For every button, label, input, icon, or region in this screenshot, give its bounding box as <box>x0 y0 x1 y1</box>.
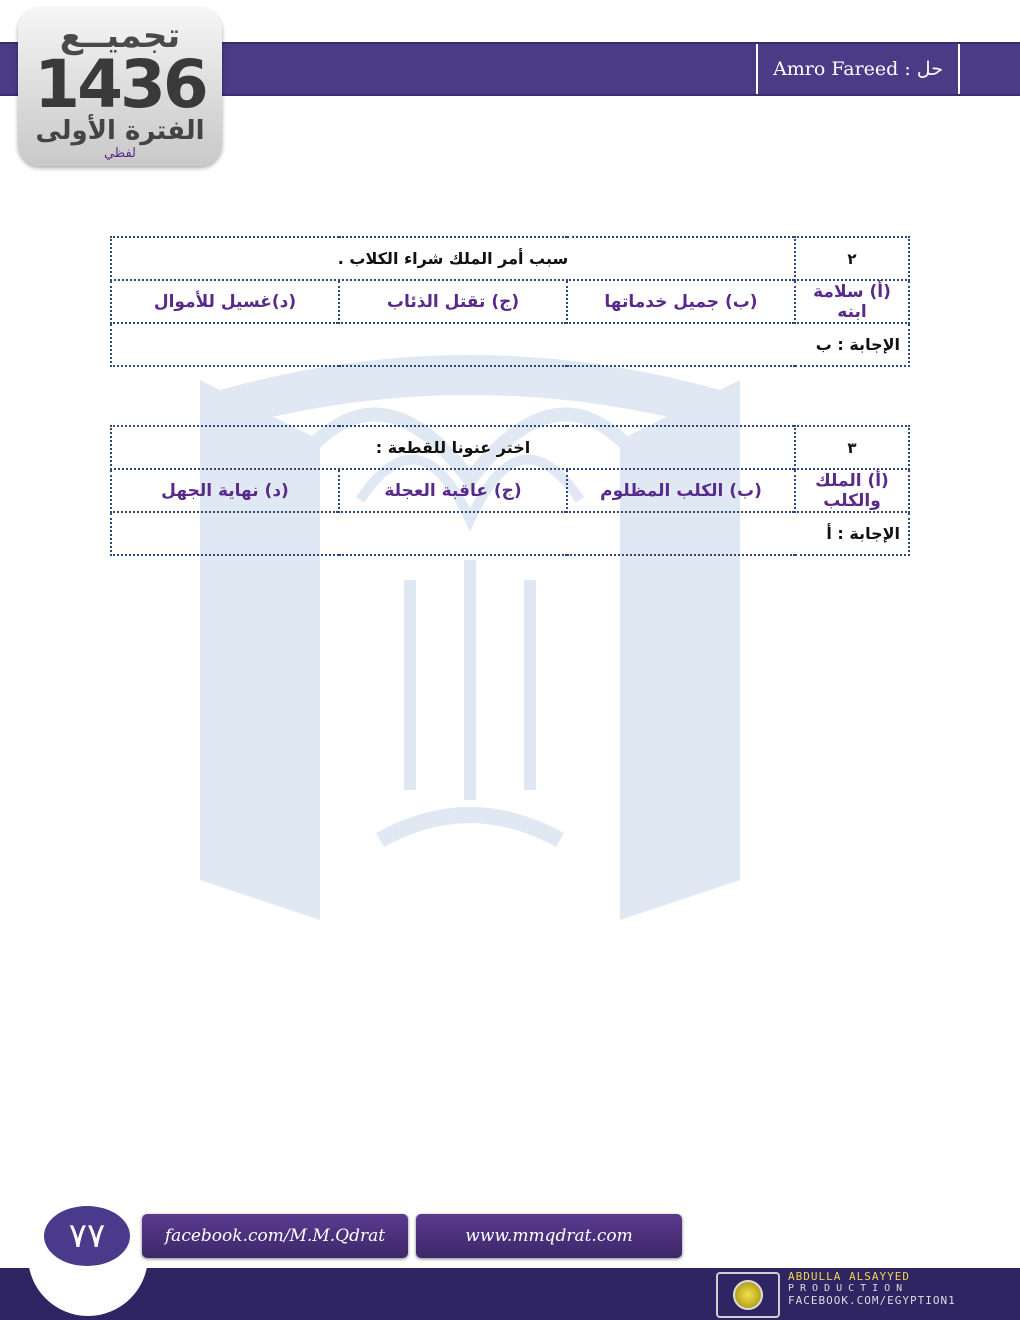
solver-credit: حل : Amro Fareed <box>773 58 943 80</box>
option-d: (د)غسيل للأموال <box>111 280 339 323</box>
question-number: ٢ <box>795 237 909 280</box>
option-a: (أ) سلامة ابنه <box>795 280 909 323</box>
page-number: ٧٧ <box>44 1206 130 1266</box>
question-text: سبب أمر الملك شراء الكلاب . <box>111 237 795 280</box>
website-link[interactable]: www.mmqdrat.com <box>416 1214 682 1258</box>
question-text: اختر عنونا للقطعة : <box>111 426 795 469</box>
option-c: (ج) عاقبة العجلة <box>339 469 567 512</box>
logo-period: الفترة الأولى <box>35 116 205 146</box>
option-b: (ب) جميل خدماتها <box>567 280 795 323</box>
question-number: ٣ <box>795 426 909 469</box>
option-a: (أ) الملك والكلب <box>795 469 909 512</box>
logo-year: 1436 <box>34 46 206 123</box>
answer-text: الإجابة : أ <box>111 512 909 555</box>
producer-label: PRODUCTION <box>788 1283 909 1294</box>
option-c: (ج) تقتل الذئاب <box>339 280 567 323</box>
logo-subject: لفظي <box>103 146 137 161</box>
answer-text: الإجابة : ب <box>111 323 909 366</box>
logo-title: تجميــع <box>59 16 181 56</box>
question-table <box>110 236 910 367</box>
question-table <box>110 425 910 556</box>
question-row <box>111 426 909 469</box>
facebook-link[interactable]: facebook.com/M.M.Qdrat <box>142 1214 408 1258</box>
book-watermark-icon <box>180 320 760 920</box>
options-row <box>111 280 909 323</box>
answer-row <box>111 512 909 555</box>
header-separator <box>756 44 758 94</box>
producer-logo-icon <box>716 1272 780 1318</box>
question-row <box>111 237 909 280</box>
header-separator <box>958 44 960 94</box>
collection-logo <box>18 8 222 166</box>
options-row <box>111 469 909 512</box>
answer-row <box>111 323 909 366</box>
option-b: (ب) الكلب المظلوم <box>567 469 795 512</box>
producer-name: ABDULLA ALSAYYED <box>788 1270 910 1283</box>
producer-credit <box>716 1270 1016 1316</box>
producer-facebook: FACEBOOK.COM/EGYPTION1 <box>788 1294 956 1307</box>
option-d: (د) نهاية الجهل <box>111 469 339 512</box>
